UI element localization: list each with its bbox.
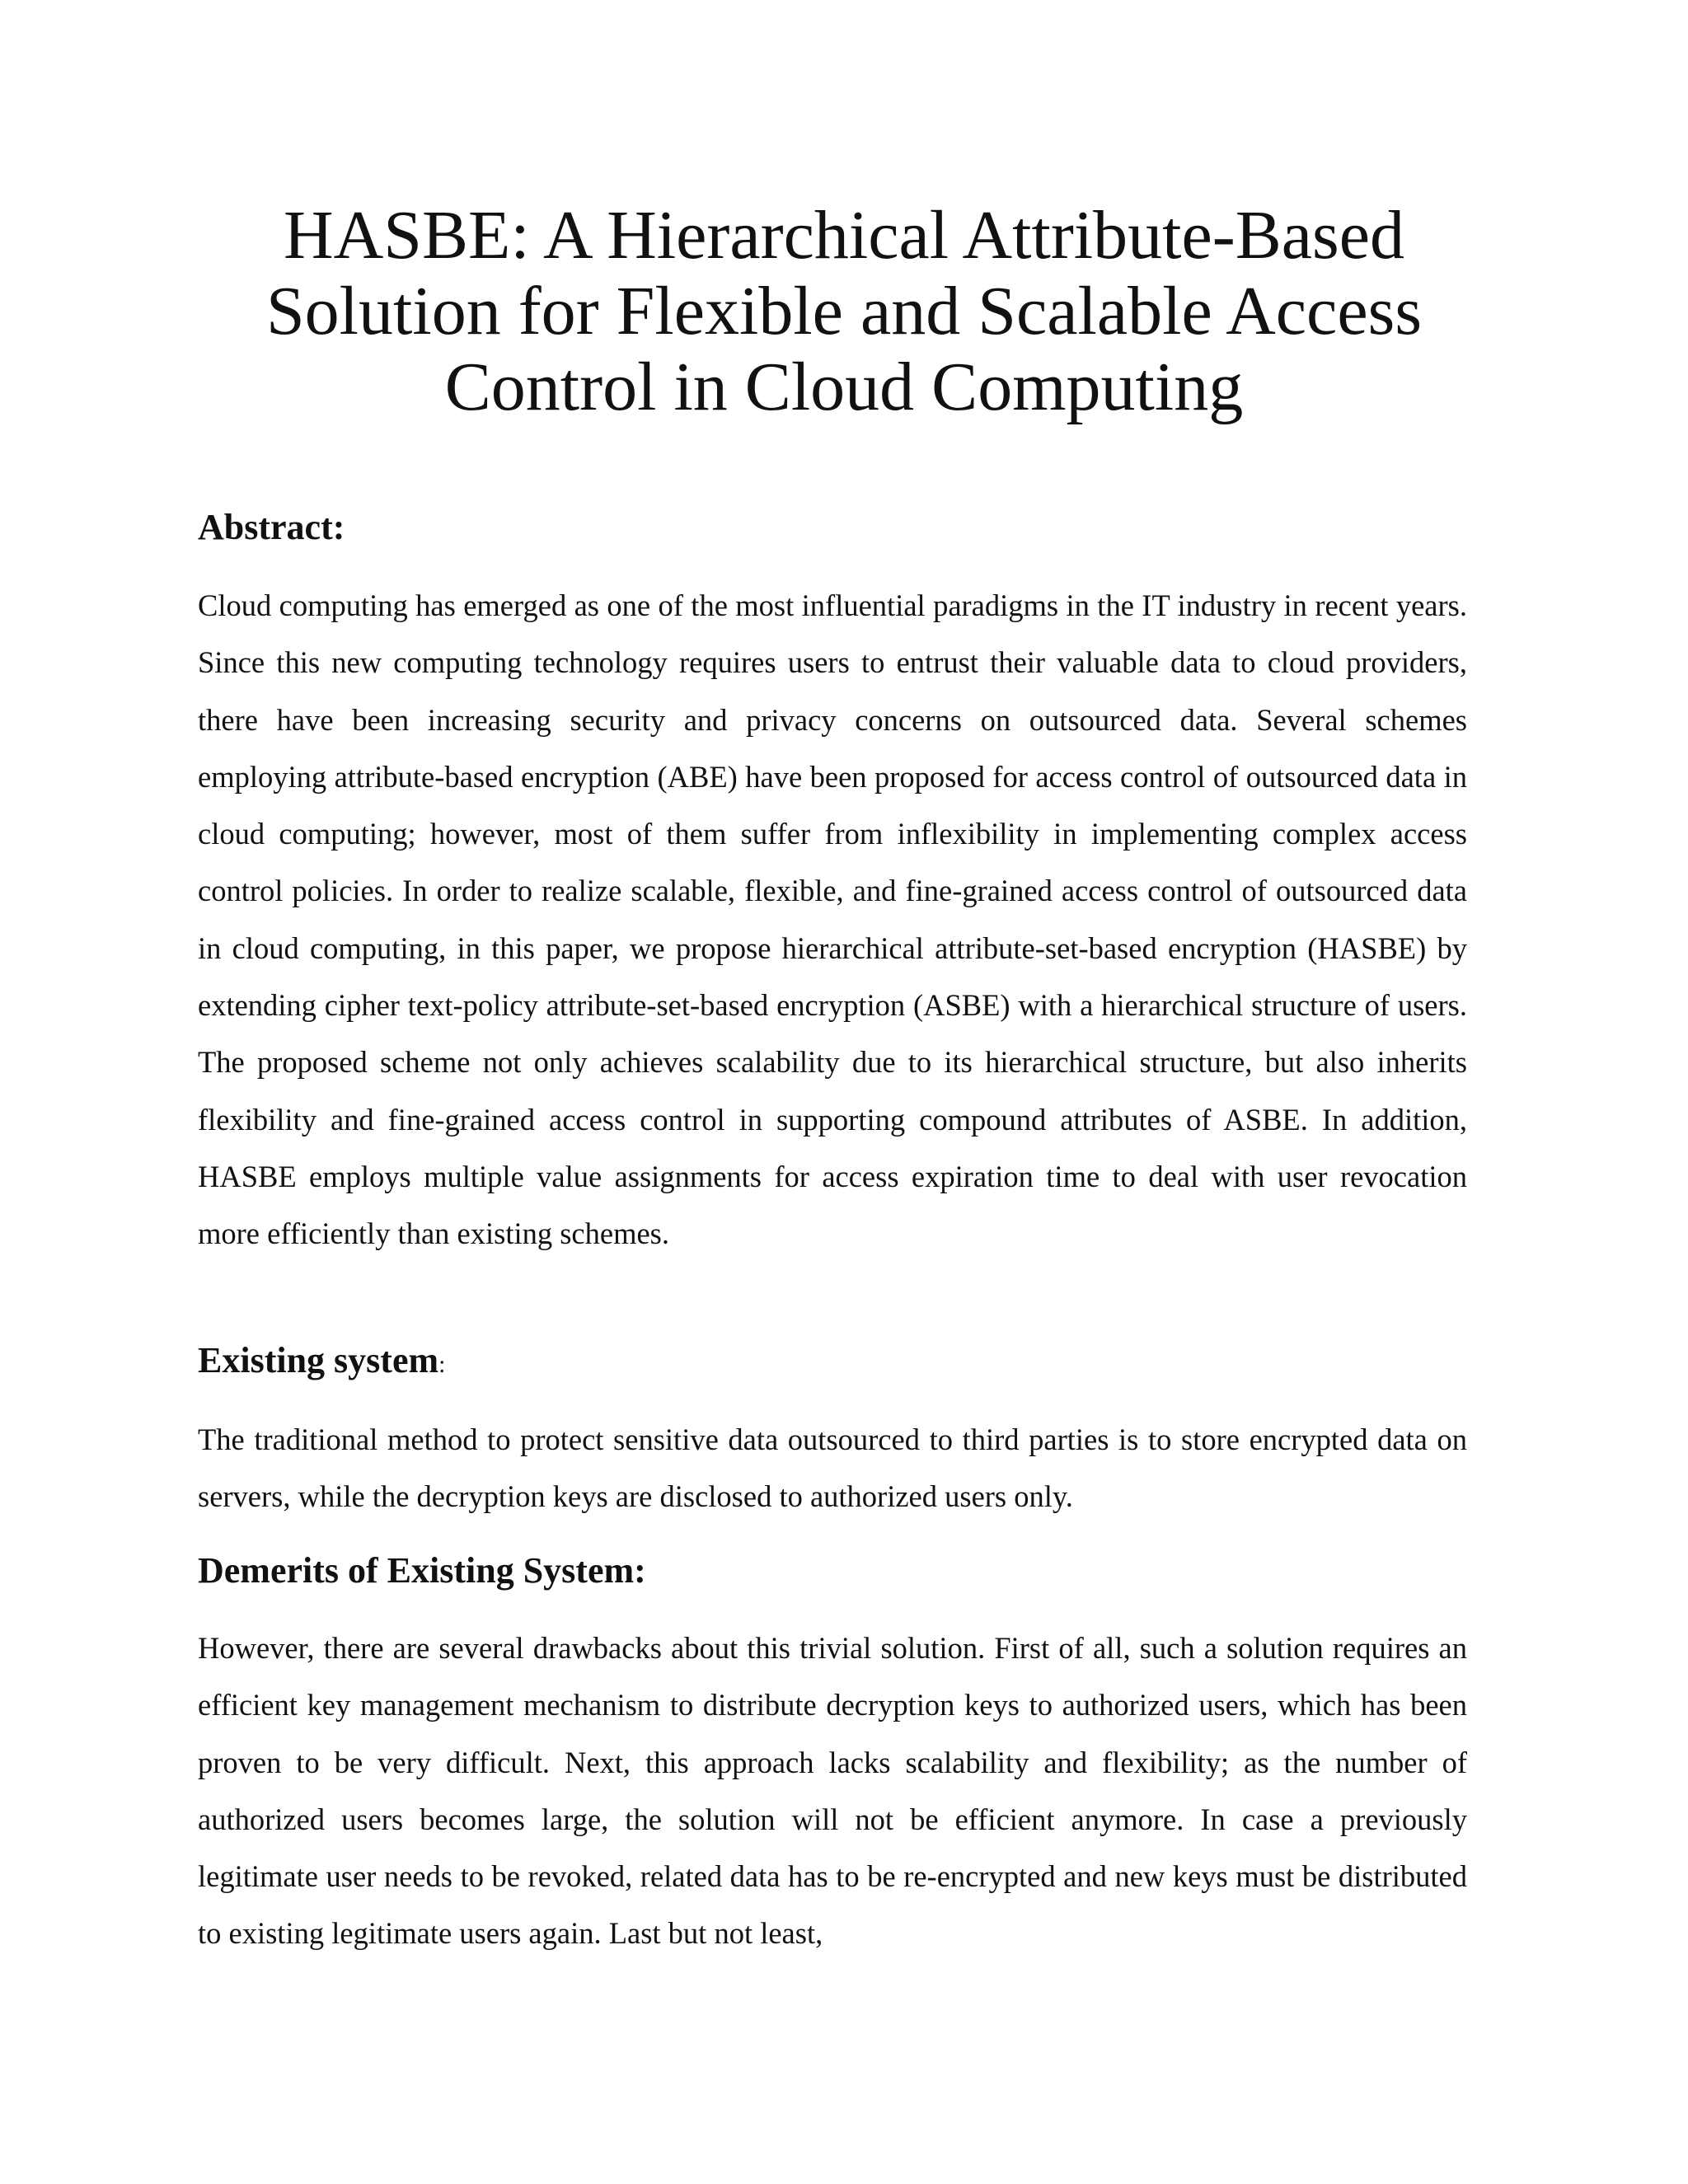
abstract-paragraph: Cloud computing has emerged as one of the most influential paradigms in the IT industry in recent years. Since this new computing technology requires users to entrust their valuable data to cloud providers, there have been increasing security and privacy concerns on outsourced data. Several schemes employing attribute-based encryption (ABE) have been proposed for access control of outsourced data in cloud computing; however, most of them suffer from inflexibility in implementing complex access control policies. In order to realize scalable, flexible, and fine-grained access control of outsourced data in cloud computing, in this paper, we propose hierarchical attribute-set-based encryption (HASBE) by extending cipher text-policy attribute-set-based encryption (ASBE) with a hierarchical structure of users. The proposed scheme not only achieves scalability due to its hierarchical structure, but also inherits flexibility and fine-grained access control in supporting compound attributes of ASBE. In addition, HASBE employs multiple value assignments for access expiration time to deal with user revocation more efficiently than existing schemes.: [198, 588, 1467, 1251]
abstract-heading: Abstract:: [198, 507, 345, 547]
existing-system-paragraph: The traditional method to protect sensitive data outsourced to third parties is to store encrypted data on servers, while the decryption keys are disclosed to authorized users only.: [198, 1422, 1467, 1514]
title-line-2: Solution for Flexible and Scalable Access: [265, 273, 1423, 349]
demerits-heading: Demerits of Existing System:: [198, 1550, 646, 1591]
title-line-1: HASBE: A Hierarchical Attribute-Based: [283, 197, 1405, 274]
title-line-3: Control in Cloud Computing: [444, 349, 1244, 425]
existing-system-heading: [198, 1339, 1467, 1386]
existing-system-heading-text: Existing system: [198, 1340, 439, 1380]
existing-system-heading-colon: :: [438, 1351, 446, 1378]
demerits-paragraph: However, there are several drawbacks about this trivial solution. First of all, such a solution requires an efficient key management mechanism to distribute decryption keys to authorized users, which has been proven to be very difficult. Next, this approach lacks scalability and flexibility; as the number of authorized users becomes large, the solution will not be efficient anymore. In case a previously legitimate user needs to be revoked, related data has to be re-encrypted and new keys must be distributed to existing legitimate users again. Last but not least,: [198, 1631, 1467, 1951]
page-title: [198, 198, 1490, 425]
